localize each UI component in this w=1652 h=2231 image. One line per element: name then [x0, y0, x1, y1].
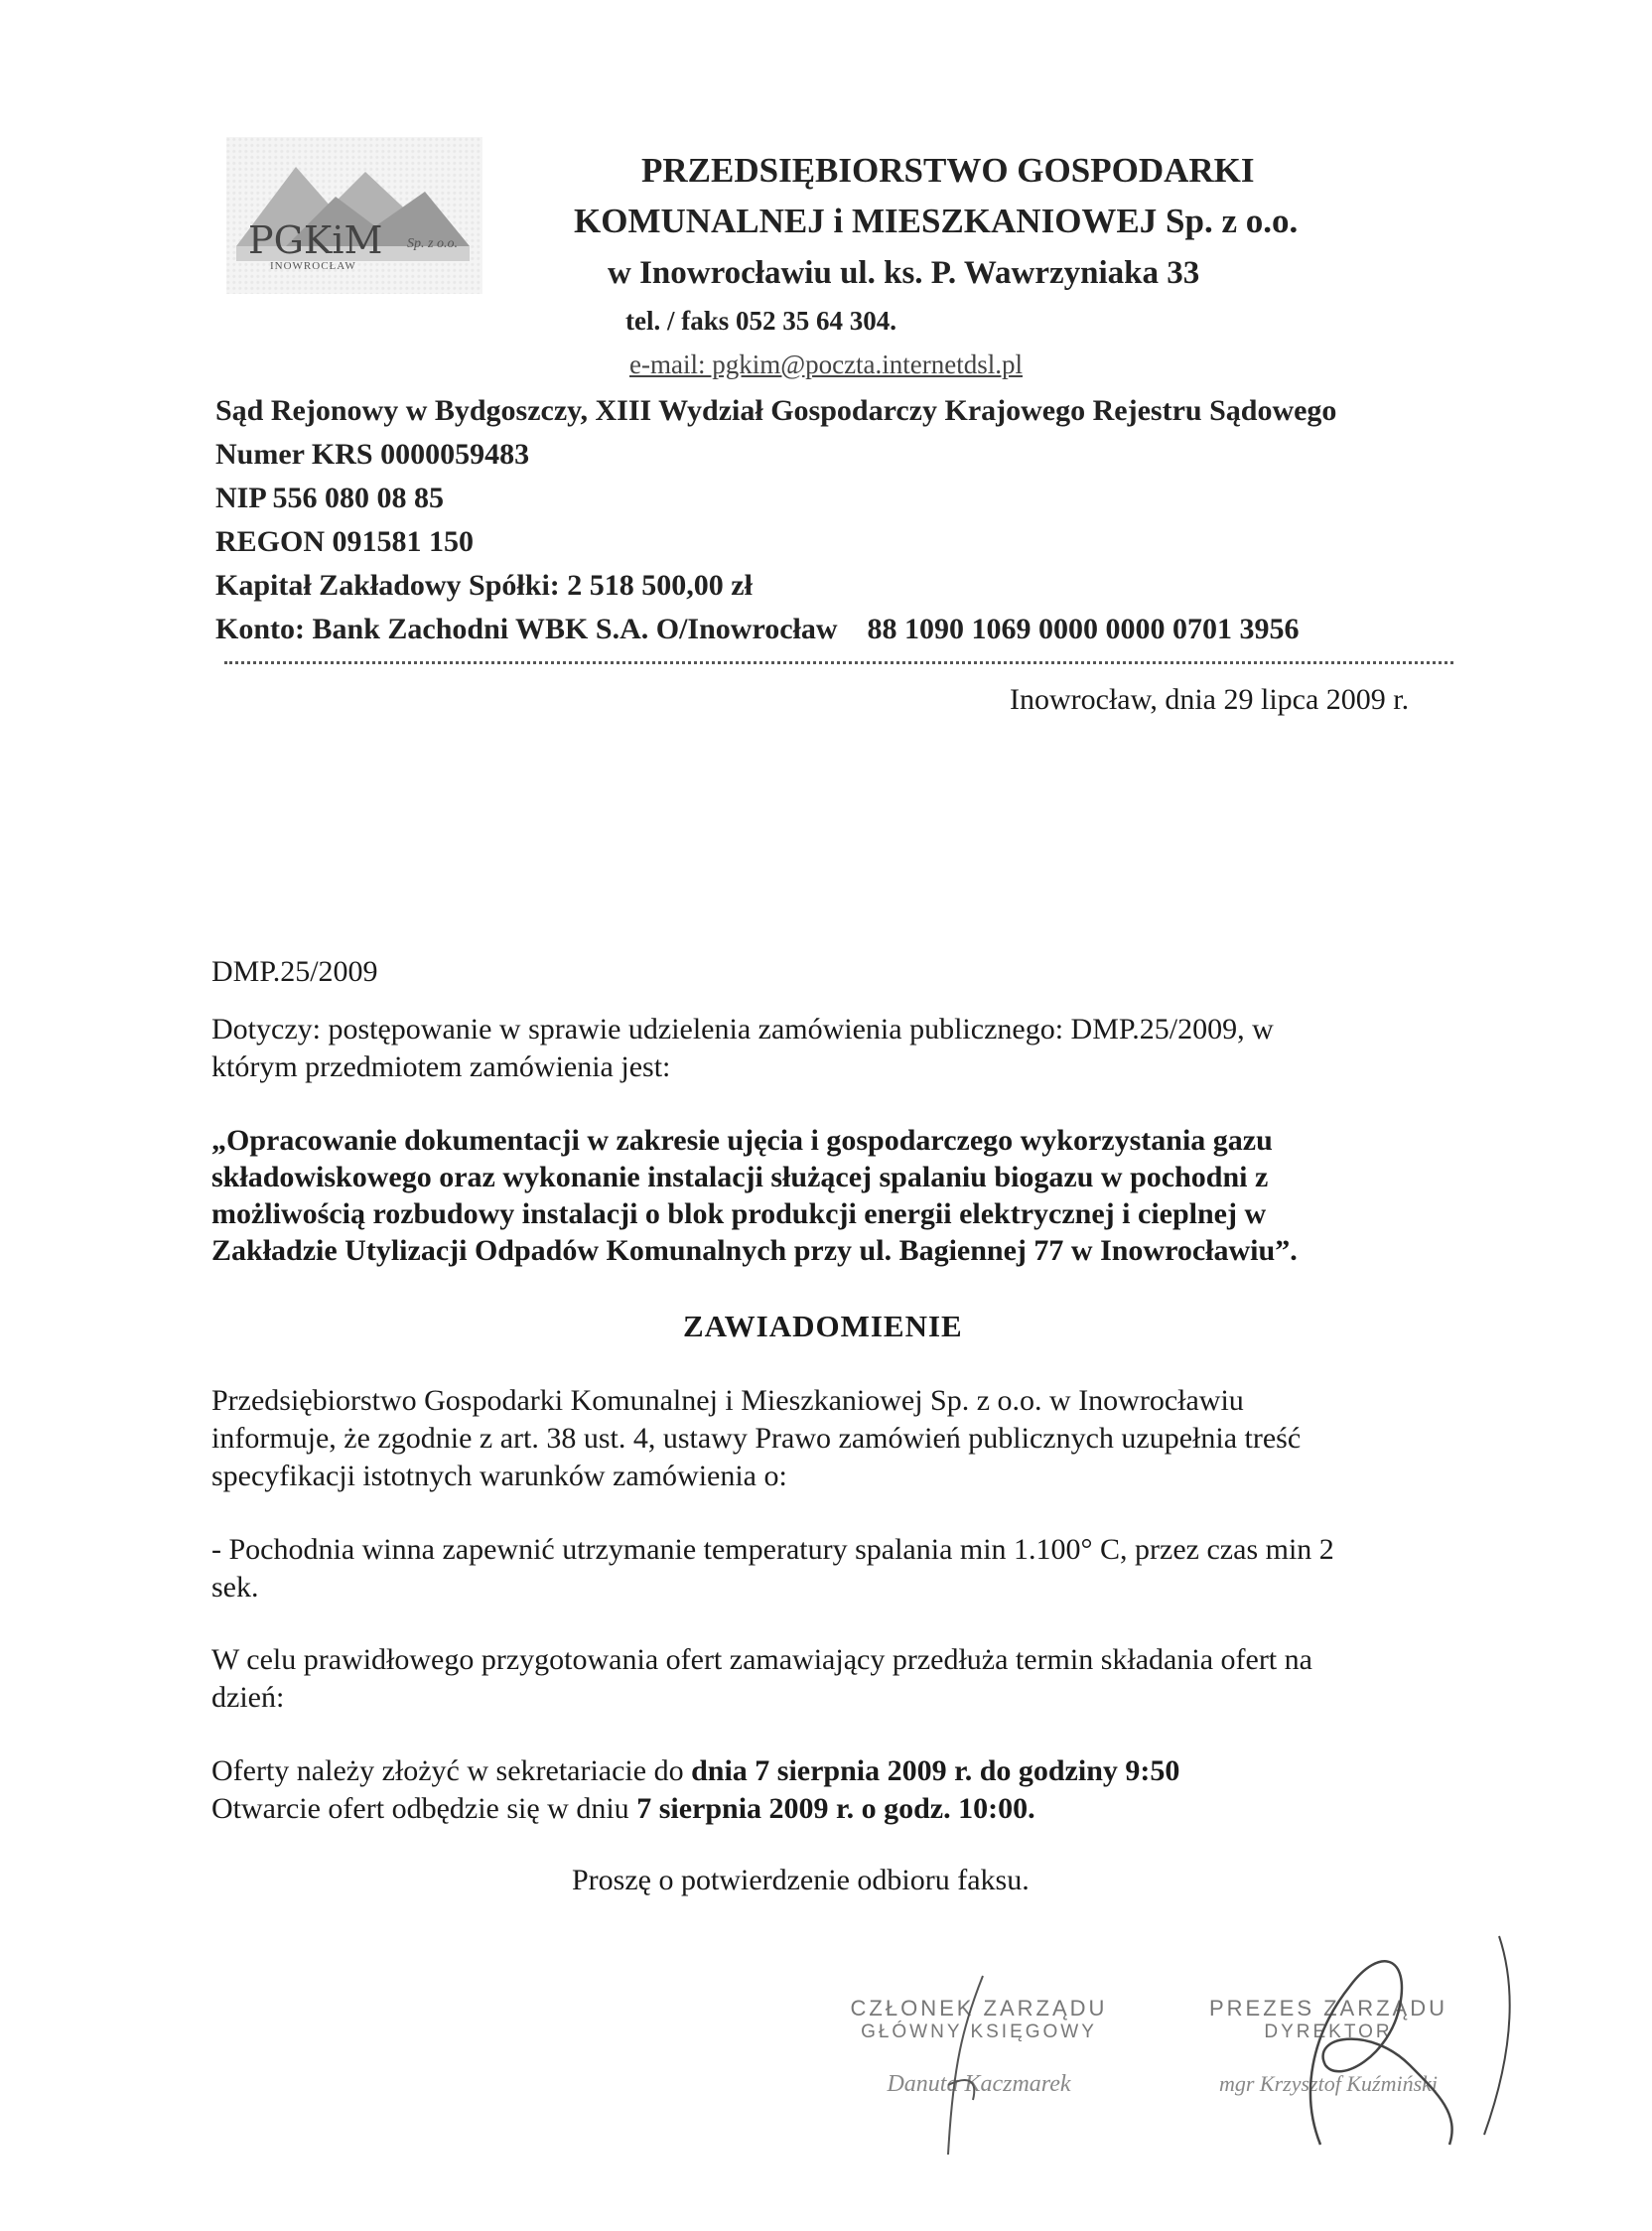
registry-account: Konto: Bank Zachodni WBK S.A. O/Inowrocław 88 1090 1069 0000 0000 0701 3956 — [215, 613, 1300, 645]
subject-line2: którym przedmiotem zamówienia jest: — [211, 1050, 671, 1083]
stamp-title: CZŁONEK ZARZĄDU — [850, 1996, 1108, 2021]
registry-block — [215, 389, 1336, 651]
registry-krs: Numer KRS 0000059483 — [215, 438, 530, 471]
offer-deadline — [211, 1752, 1502, 1790]
notice-paragraph-line: specyfikacji istotnych warunków zamówienia o: — [211, 1460, 787, 1492]
stamp-subtitle: GŁÓWNY KSIĘGOWY — [861, 2022, 1097, 2042]
procurement-title-line: składowiskowego oraz wykonanie instalacji służącej spalaniu biogazu w pochodni z — [211, 1161, 1269, 1193]
company-logo — [226, 137, 482, 294]
registry-capital: Kapitał Zakładowy Spółki: 2 518 500,00 zł — [215, 569, 753, 602]
notice-heading: ZAWIADOMIENIE — [683, 1309, 963, 1343]
extension-line: dzień: — [211, 1681, 285, 1714]
company-email: e-mail: pgkim@poczta.internetdsl.pl — [629, 349, 1024, 379]
offer-deadline-label: Oferty należy złożyć w sekretariacie do — [211, 1754, 692, 1787]
reference-number: DMP.25/2009 — [211, 955, 378, 988]
signature-right — [1251, 1916, 1539, 2174]
requirement-line: - Pochodnia winna zapewnić utrzymanie temperatury spalania min 1.100° C, przez czas min 2 — [211, 1533, 1334, 1566]
header-divider — [224, 661, 1453, 664]
extension-line: W celu prawidłowego przygotowania ofert zamawiający przedłuża termin składania ofert na — [211, 1643, 1312, 1676]
subject-block — [211, 1011, 1462, 1086]
stamp-name: mgr Krzysztof Kuźmiński — [1218, 2071, 1439, 2096]
logo-city: INOWROCŁAW — [270, 260, 356, 272]
registry-regon: REGON 091581 150 — [215, 525, 475, 558]
requirement-item — [211, 1531, 1482, 1606]
offer-deadline-date: dnia 7 sierpnia 2009 r. do godziny 9:50 — [691, 1754, 1180, 1787]
stamp-subtitle: DYREKTOR — [1264, 2022, 1393, 2042]
opening-date — [211, 1790, 1502, 1828]
notice-paragraph — [211, 1382, 1482, 1495]
logo-text: PGKiM — [248, 218, 383, 262]
procurement-title-line: możliwością rozbudowy instalacji o blok produkcji energii elektrycznej i cieplnej w — [211, 1197, 1267, 1230]
subject-line1: Dotyczy: postępowanie w sprawie udzielenia zamówienia publicznego: DMP.25/2009, w — [211, 1013, 1274, 1046]
deadline-block — [211, 1752, 1502, 1828]
procurement-title-line: Zakładzie Utylizacji Odpadów Komunalnych przy ul. Bagiennej 77 w Inowrocławiu”. — [211, 1234, 1298, 1267]
company-phone: tel. / faks 052 35 64 304. — [625, 306, 896, 336]
stamp-name: Danuta Kaczmarek — [887, 2071, 1071, 2097]
stamp-title: PREZES ZARZĄDU — [1208, 1996, 1448, 2021]
opening-date-label: Otwarcie ofert odbędzie się w dniu — [211, 1792, 637, 1825]
procurement-title — [211, 1122, 1472, 1269]
procurement-title-line: „Opracowanie dokumentacji w zakresie ujęcia i gospodarczego wykorzystania gazu — [211, 1124, 1273, 1157]
notice-paragraph-line: Przedsiębiorstwo Gospodarki Komunalnej i Mieszkaniowej Sp. z o.o. w Inowrocławiu — [211, 1384, 1244, 1417]
company-name-line1: PRZEDSIĘBIORSTWO GOSPODARKI — [641, 151, 1255, 190]
closing-line: Proszę o potwierdzenie odbioru faksu. — [572, 1864, 1030, 1896]
registry-court: Sąd Rejonowy w Bydgoszczy, XIII Wydział Gospodarczy Krajowego Rejestru Sądowego — [215, 394, 1337, 427]
company-name-line2: KOMUNALNEJ i MIESZKANIOWEJ Sp. z o.o. — [574, 202, 1299, 240]
extension-paragraph — [211, 1641, 1482, 1717]
signature-left — [923, 1966, 1003, 2164]
requirement-line: sek. — [211, 1571, 259, 1604]
notice-paragraph-line: informuje, że zgodnie z art. 38 ust. 4, ustawy Prawo zamówień publicznych uzupełnia treść — [211, 1422, 1302, 1455]
company-address: w Inowrocławiu ul. ks. P. Wawrzyniaka 33 — [608, 255, 1200, 291]
logo-suffix: Sp. z o.o. — [407, 236, 458, 251]
opening-date-value: 7 sierpnia 2009 r. o godz. 10:00. — [636, 1792, 1035, 1825]
date-line: Inowrocław, dnia 29 lipca 2009 r. — [1010, 683, 1410, 716]
registry-nip: NIP 556 080 08 85 — [215, 482, 445, 514]
